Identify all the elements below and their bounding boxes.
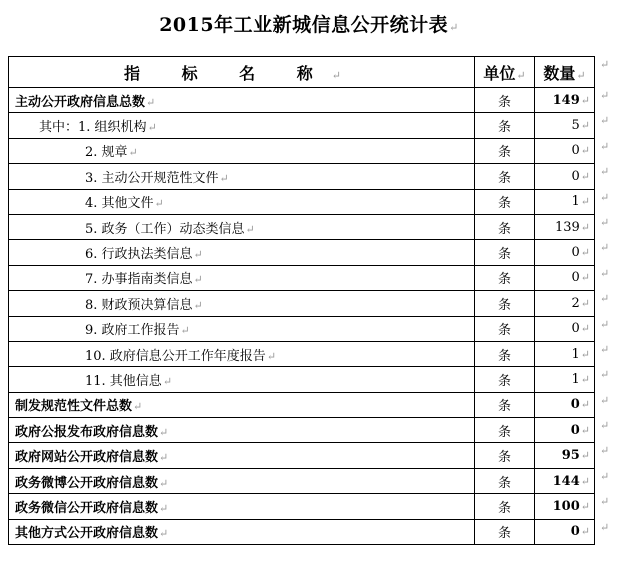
paragraph-mark: ↵ <box>245 222 255 236</box>
table-row <box>9 443 595 468</box>
row-unit-cell: 条 <box>475 468 535 493</box>
row-end-mark: ↵ <box>600 241 610 254</box>
paragraph-mark: ↵ <box>154 197 164 211</box>
row-quantity: 0 <box>570 397 580 413</box>
row-quantity: 1 <box>571 194 580 210</box>
table-row <box>9 164 595 189</box>
paragraph-mark: ↵ <box>159 425 169 439</box>
row-label: 9. 政府工作报告 <box>85 323 180 339</box>
row-label: 11. 其他信息 <box>85 373 162 389</box>
row-unit-cell: 条 <box>475 265 535 290</box>
row-end-mark: ↵ <box>600 368 610 381</box>
statistics-table <box>8 56 595 545</box>
paragraph-mark: ↵ <box>147 121 157 135</box>
paragraph-mark: ↵ <box>449 21 459 34</box>
paragraph-mark: ↵ <box>580 144 590 158</box>
paragraph-mark: ↵ <box>580 169 590 183</box>
row-quantity: 144 <box>552 473 580 489</box>
row-end-mark: ↵ <box>600 318 610 331</box>
row-end-mark: ↵ <box>600 470 610 483</box>
row-label: 1. 组织机构 <box>78 120 147 136</box>
row-name-cell <box>9 494 475 519</box>
paragraph-mark: ↵ <box>580 499 590 513</box>
row-unit-cell: 条 <box>475 240 535 265</box>
row-quantity: 0 <box>570 524 580 540</box>
row-name-cell <box>9 138 475 163</box>
row-quantity: 0 <box>571 168 580 184</box>
table-body <box>9 88 595 545</box>
table-row <box>9 138 595 163</box>
table-row <box>9 341 595 366</box>
row-label: 6. 行政执法类信息 <box>85 247 193 263</box>
row-label: 2. 规章 <box>85 145 128 161</box>
header-row <box>9 57 595 88</box>
row-unit-cell: 条 <box>475 341 535 366</box>
table-row <box>9 240 595 265</box>
row-prefix: 其中： <box>39 120 79 136</box>
document-title <box>0 10 618 37</box>
row-unit-cell: 条 <box>475 367 535 392</box>
row-label: 政务微信公开政府信息数 <box>15 500 159 516</box>
row-quantity-cell <box>535 418 595 443</box>
row-name-cell <box>9 392 475 417</box>
row-quantity-cell <box>535 519 595 544</box>
row-unit-cell: 条 <box>475 291 535 316</box>
table-row <box>9 519 595 544</box>
row-name-cell <box>9 240 475 265</box>
row-unit-cell: 条 <box>475 164 535 189</box>
row-label: 4. 其他文件 <box>85 196 154 212</box>
row-name-cell <box>9 418 475 443</box>
row-quantity: 0 <box>571 321 580 337</box>
row-quantity-cell <box>535 88 595 113</box>
header-unit: 单位↵ <box>475 57 535 88</box>
row-name-cell <box>9 88 475 113</box>
row-unit-cell: 条 <box>475 418 535 443</box>
paragraph-mark: ↵ <box>580 220 590 234</box>
row-label: 主动公开政府信息总数 <box>15 94 146 110</box>
table-row <box>9 113 595 138</box>
row-label: 制发规范性文件总数 <box>15 399 133 415</box>
row-name-cell <box>9 265 475 290</box>
row-quantity: 149 <box>552 92 580 108</box>
paragraph-mark: ↵ <box>219 171 229 185</box>
paragraph-mark: ↵ <box>162 374 173 388</box>
title-text: 2015年工业新城信息公开统计表 <box>159 14 449 36</box>
row-name-cell <box>9 443 475 468</box>
paragraph-mark: ↵ <box>193 248 203 262</box>
row-name-cell <box>9 341 475 366</box>
paragraph-mark: ↵ <box>580 296 590 310</box>
row-end-mark: ↵ <box>600 394 610 407</box>
row-unit-cell: 条 <box>475 214 535 239</box>
row-quantity-cell <box>535 240 595 265</box>
row-name-cell <box>9 291 475 316</box>
paragraph-mark: ↵ <box>159 451 169 465</box>
paragraph-mark: ↵ <box>580 195 590 209</box>
table-row <box>9 189 595 214</box>
row-quantity-cell <box>535 443 595 468</box>
row-quantity-cell <box>535 392 595 417</box>
row-quantity: 100 <box>552 498 580 514</box>
row-name-cell <box>9 519 475 544</box>
paragraph-mark: ↵ <box>159 501 169 515</box>
row-quantity-cell <box>535 265 595 290</box>
row-end-mark: ↵ <box>600 216 610 229</box>
table-row <box>9 316 595 341</box>
row-label: 7. 办事指南类信息 <box>85 272 193 288</box>
row-name-cell <box>9 468 475 493</box>
row-quantity-cell <box>535 164 595 189</box>
row-unit-cell: 条 <box>475 138 535 163</box>
row-quantity: 5 <box>571 118 580 134</box>
row-end-mark: ↵ <box>600 267 610 280</box>
table-row <box>9 214 595 239</box>
row-quantity: 1 <box>571 346 580 362</box>
row-unit-cell: 条 <box>475 519 535 544</box>
row-name-cell <box>9 367 475 392</box>
row-quantity: 95 <box>561 448 580 464</box>
row-quantity-cell <box>535 138 595 163</box>
row-end-mark: ↵ <box>600 191 610 204</box>
row-label: 8. 财政预决算信息 <box>85 297 193 313</box>
row-end-mark: ↵ <box>600 495 610 508</box>
paragraph-mark: ↵ <box>159 527 169 541</box>
paragraph-mark: ↵ <box>580 525 590 539</box>
row-end-mark: ↵ <box>600 89 610 102</box>
row-label: 3. 主动公开规范性文件 <box>85 170 219 186</box>
row-quantity: 139 <box>554 219 580 235</box>
row-unit-cell: 条 <box>475 494 535 519</box>
header-quantity: 数量↵ <box>535 57 595 88</box>
table-row <box>9 367 595 392</box>
row-name-cell <box>9 214 475 239</box>
paragraph-mark: ↵ <box>580 398 590 412</box>
paragraph-mark: ↵ <box>128 146 138 160</box>
row-unit-cell: 条 <box>475 443 535 468</box>
paragraph-mark: ↵ <box>580 246 590 260</box>
table-row <box>9 291 595 316</box>
row-end-mark: ↵ <box>600 165 610 178</box>
row-quantity: 1 <box>571 371 580 387</box>
paragraph-mark: ↵ <box>159 476 169 490</box>
row-quantity-cell <box>535 189 595 214</box>
paragraph-mark: ↵ <box>193 273 203 287</box>
row-end-mark: ↵ <box>600 419 610 432</box>
header-name: 指 标 名 称↵ <box>9 57 475 88</box>
table-row <box>9 265 595 290</box>
row-quantity: 0 <box>571 143 580 159</box>
table-row <box>9 418 595 443</box>
table-row <box>9 88 595 113</box>
row-quantity-cell <box>535 316 595 341</box>
row-label: 政府网站公开政府信息数 <box>15 450 159 466</box>
paragraph-mark: ↵ <box>580 474 590 488</box>
row-quantity: 0 <box>571 270 580 286</box>
row-name-cell <box>9 113 475 138</box>
row-end-mark: ↵ <box>600 521 610 534</box>
row-end-mark: ↵ <box>600 292 610 305</box>
table-row <box>9 468 595 493</box>
row-label: 政务微博公开政府信息数 <box>15 475 159 491</box>
row-label: 5. 政务（工作）动态类信息 <box>85 221 245 237</box>
row-label: 政府公报发布政府信息数 <box>15 424 159 440</box>
row-name-cell <box>9 189 475 214</box>
row-unit-cell: 条 <box>475 113 535 138</box>
row-quantity-cell <box>535 341 595 366</box>
paragraph-mark: ↵ <box>580 347 590 361</box>
row-quantity-cell <box>535 494 595 519</box>
paragraph-mark: ↵ <box>146 95 156 109</box>
paragraph-mark: ↵ <box>266 349 277 363</box>
row-end-mark: ↵ <box>600 140 610 153</box>
row-quantity: 0 <box>571 245 580 261</box>
row-end-mark: ↵ <box>600 114 610 127</box>
row-unit-cell: 条 <box>475 392 535 417</box>
row-quantity: 0 <box>570 422 580 438</box>
row-quantity-cell <box>535 291 595 316</box>
paragraph-mark: ↵ <box>580 423 590 437</box>
table-row <box>9 392 595 417</box>
row-quantity-cell <box>535 367 595 392</box>
row-unit-cell: 条 <box>475 316 535 341</box>
row-quantity-cell <box>535 214 595 239</box>
paragraph-mark: ↵ <box>133 400 143 414</box>
row-quantity: 2 <box>571 295 580 311</box>
row-name-cell <box>9 164 475 189</box>
paragraph-mark: ↵ <box>193 298 203 312</box>
row-label: 10. 政府信息公开工作年度报告 <box>85 348 266 364</box>
paragraph-mark: ↵ <box>580 322 590 336</box>
row-unit-cell: 条 <box>475 189 535 214</box>
row-quantity-cell <box>535 113 595 138</box>
paragraph-mark: ↵ <box>180 324 190 338</box>
paragraph-mark: ↵ <box>580 119 590 133</box>
row-end-mark: ↵ <box>600 58 610 71</box>
row-end-mark: ↵ <box>600 444 610 457</box>
paragraph-mark: ↵ <box>580 449 590 463</box>
row-end-mark: ↵ <box>600 343 610 356</box>
row-unit-cell: 条 <box>475 88 535 113</box>
paragraph-mark: ↵ <box>580 372 590 386</box>
row-name-cell <box>9 316 475 341</box>
table-row <box>9 494 595 519</box>
row-label: 其他方式公开政府信息数 <box>15 526 159 542</box>
row-quantity-cell <box>535 468 595 493</box>
paragraph-mark: ↵ <box>580 93 590 107</box>
paragraph-mark: ↵ <box>580 271 590 285</box>
